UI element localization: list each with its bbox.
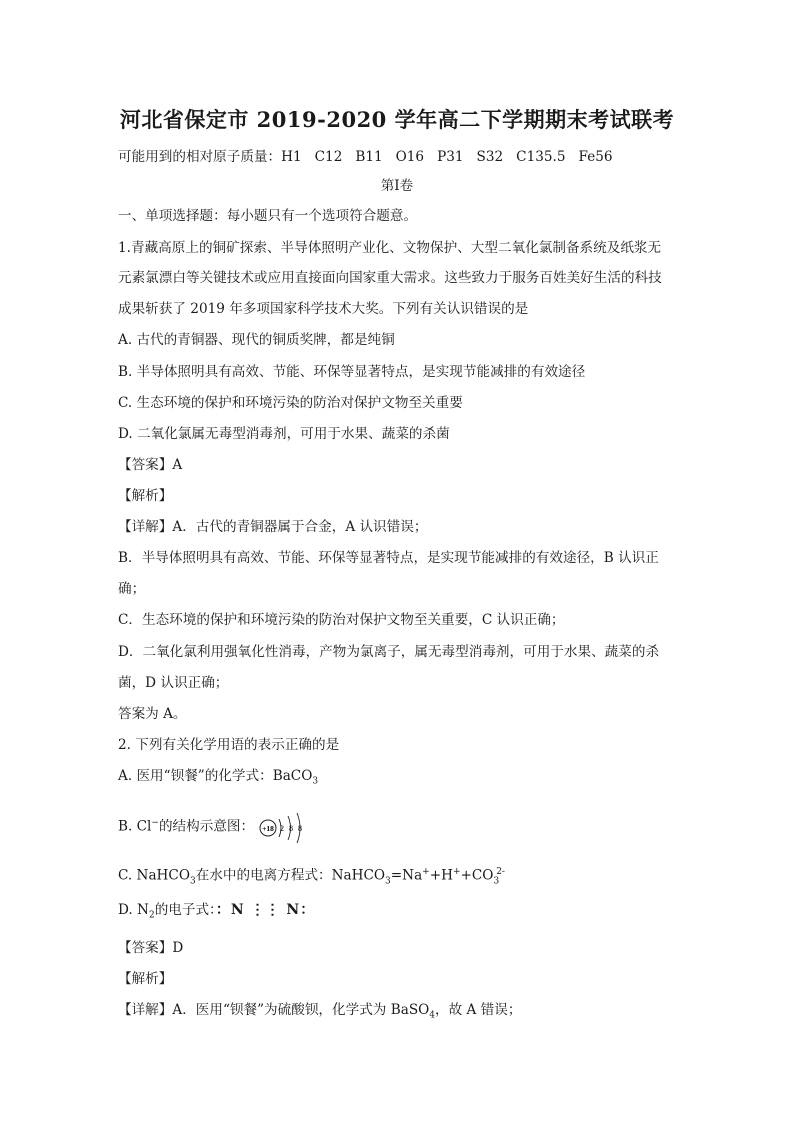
q1-option-a: A. 古代的青铜器、现代的铜质奖牌，都是纯铜: [118, 332, 395, 348]
q1-explanation-line-3: 确；: [118, 581, 146, 597]
q2-option-c-sub1: 3: [189, 876, 196, 887]
q2-explanation-suffix: ，故 A 错误；: [435, 1002, 522, 1018]
q2-option-d: [118, 900, 315, 926]
q2-option-b: [118, 810, 310, 844]
atomic-mass-line: [118, 145, 626, 165]
atomic-mass-cl: C135.5: [516, 149, 566, 165]
q1-stem-line-1: 1.青藏高原上的铜矿探索、半导体照明产业化、文物保护、大型二氧化氯制备系统及纸浆无: [118, 240, 662, 256]
q1-option-c: C. 生态环境的保护和环境污染的防治对保护文物至关重要: [118, 395, 463, 411]
q2-option-c-na: =Na: [390, 867, 423, 884]
q2-answer: 【答案】D: [118, 940, 184, 956]
atomic-mass-o: O16: [395, 149, 425, 165]
q2-option-a-sub: 3: [312, 776, 319, 787]
q1-stem-line-3: 成果斩获了 2019 年多项国家科学技术大奖。下列有关认识错误的是: [118, 301, 529, 317]
shell-1-count: 2: [280, 824, 285, 833]
nucleus-charge: +18: [262, 824, 275, 833]
q2-option-c-mid: 在水中的电离方程式：NaHCO: [195, 867, 386, 884]
atomic-mass-p: P31: [437, 149, 464, 165]
q1-analysis-label: 【解析】: [118, 488, 173, 504]
q2-option-c-sup1: +: [422, 867, 430, 877]
q2-option-c-sub3: 3: [493, 876, 500, 887]
atomic-mass-fe: Fe56: [578, 149, 613, 165]
q2-explanation-sub: 4: [429, 1010, 436, 1021]
q2-option-d-mid: 的电子式：: [154, 902, 216, 918]
shell-3-count: 8: [298, 824, 303, 833]
q1-explanation-line-7: 答案为 A。: [118, 706, 187, 722]
q2-option-a-formula: BaCO: [272, 768, 313, 784]
q1-explanation-line-5: D．二氧化氯利用强氧化性消毒，产物为氯离子，属无毒型消毒剂，可用于水果、蔬菜的杀: [118, 644, 660, 660]
q2-option-c-prefix: C. NaHCO: [118, 867, 190, 884]
atomic-mass-b: B11: [355, 149, 383, 165]
q1-explanation-line-6: 菌，D 认识正确；: [118, 675, 229, 691]
q2-option-c-sup2: +: [452, 867, 461, 877]
q2-option-c-h: +H: [429, 867, 453, 884]
q1-explanation-line-2: B．半导体照明具有高效、节能、环保等显著特点，是实现节能减排的有效途径，B 认识正: [118, 550, 659, 566]
atomic-mass-h: H1: [281, 149, 302, 165]
page-title: 河北省保定市 2019-2020 学年高二下学期期末考试联考: [119, 107, 675, 132]
q2-option-d-prefix: D. N: [118, 902, 149, 918]
shell-2-count: 8: [289, 824, 294, 833]
volume-label: 第Ⅰ卷: [380, 178, 414, 194]
q1-stem-line-2: 元素氯漂白等关键技术或应用直接面向国家重大需求。这些致力于服务百姓美好生活的科技: [118, 270, 662, 286]
q2-option-c: [118, 862, 505, 891]
q2-option-c-co: +CO: [460, 867, 494, 884]
q1-option-d: D. 二氧化氯属无毒型消毒剂，可用于水果、蔬菜的杀菌: [118, 426, 450, 442]
atomic-mass-label: 可能用到的相对原子质量：: [118, 149, 282, 165]
q1-option-b: B. 半导体照明具有高效、节能、环保等显著特点，是实现节能减排的有效途径: [118, 364, 586, 380]
n2-electron-formula: ：N ⋮⋮ N：: [215, 902, 316, 918]
chloride-ion-structure-diagram: [258, 810, 310, 844]
q2-explanation-line-1: [118, 1000, 521, 1026]
q1-explanation-line-4: C．生态环境的保护和环境污染的防治对保护文物至关重要，C 认识正确；: [118, 612, 565, 628]
q2-option-b-prefix: B. Cl: [118, 818, 152, 835]
q2-option-d-sub: 2: [148, 910, 155, 921]
q1-explanation-line-1: 【详解】A．古代的青铜器属于合金，A 认识错误；: [118, 519, 428, 535]
q2-stem: 2. 下列有关化学用语的表示正确的是: [118, 737, 340, 753]
q2-option-c-sup3: 2-: [496, 867, 505, 877]
q2-explanation-prefix: 【详解】A．医用“钡餐”为硫酸钡，化学式为 BaSO: [118, 1002, 430, 1018]
q2-analysis-label: 【解析】: [118, 971, 173, 987]
atomic-mass-c: C12: [314, 149, 343, 165]
atomic-mass-s: S32: [476, 149, 504, 165]
q1-answer: 【答案】A: [118, 457, 183, 473]
q2-option-b-suffix: 的结构示意图：: [158, 818, 255, 835]
q2-option-a: [118, 766, 318, 792]
q2-option-c-sub2: 3: [385, 876, 391, 887]
q2-option-a-prefix: A. 医用“钡餐”的化学式：: [118, 768, 273, 784]
q2-option-b-sup: −: [151, 817, 159, 828]
section-heading: 一、单项选择题：每小题只有一个选项符合题意。: [118, 208, 418, 224]
